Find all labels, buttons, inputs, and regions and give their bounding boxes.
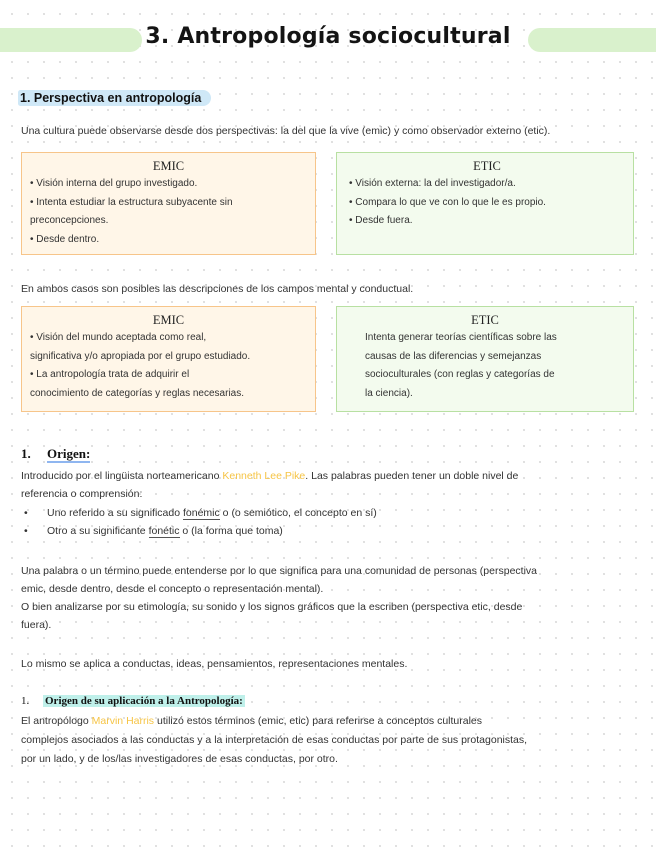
paragraph-2: Lo mismo se aplica a conductas, ideas, pensamientos, representaciones mentales. bbox=[21, 658, 408, 670]
etic-box-2-line: Intenta generar teorías científicas sobre las bbox=[365, 332, 557, 343]
origin-heading bbox=[21, 446, 90, 462]
origin-line-2: referencia o comprensión: bbox=[21, 488, 143, 500]
highlighted-name-harris: Marvin Harris bbox=[91, 715, 155, 727]
paragraph-1-line-3: O bien analizarse por su etimología, su sonido y los signos gráficos que la escriben (perspectiva etic, desde bbox=[21, 601, 523, 613]
etic-box-2-line: la ciencia). bbox=[365, 387, 413, 399]
etic-box-1-heading: ETIC bbox=[473, 159, 501, 173]
etic-box-1-list bbox=[349, 175, 625, 231]
term-fonetic: fonétic bbox=[148, 525, 180, 537]
application-line-2: complejos asociados a las conductas y a la interpretación de esas conductas por parte de sus protagonistas, bbox=[21, 734, 528, 746]
emic-box-1 bbox=[21, 152, 316, 255]
list-item: • Visión externa: la del investigador/a. bbox=[349, 178, 516, 189]
etic-box-2-line: causas de las diferencias y semejanzas bbox=[365, 350, 542, 362]
emic-box-2 bbox=[21, 306, 316, 412]
section-title: 1. Perspectiva en antropología bbox=[18, 90, 211, 106]
term-fonemic: fonémic bbox=[183, 507, 220, 519]
application-number: 1. bbox=[21, 695, 30, 707]
list-item: • Intenta estudiar la estructura subyacente sin bbox=[30, 196, 233, 208]
emic-box-2-line: significativa y/o apropiada por el grupo estudiado. bbox=[30, 350, 251, 362]
etic-box-2-line: socioculturales (con reglas y categorías de bbox=[365, 369, 555, 380]
origin-line-1: Introducido por el lingüista norteamericano Kenneth Lee Pike. Las palabras pueden tener un doble nivel de bbox=[21, 470, 519, 482]
highlighted-name-pike: Kenneth Lee Pike bbox=[222, 470, 306, 482]
list-item: • Compara lo que ve con lo que le es propio. bbox=[349, 196, 546, 208]
paragraph-1-line-4: fuera). bbox=[21, 619, 52, 631]
list-item: • Otro a su significante fonétic o (la forma que toma) bbox=[24, 525, 283, 537]
emic-box-2-line: • Visión del mundo aceptada como real, bbox=[30, 332, 207, 343]
emic-box-1-heading: EMIC bbox=[152, 159, 185, 173]
etic-box-1 bbox=[336, 152, 634, 255]
emic-box-2-line: conocimiento de categorías y reglas necesarias. bbox=[30, 387, 245, 399]
emic-box-2-line: • La antropología trata de adquirir el bbox=[30, 369, 190, 380]
middle-text: En ambos casos son posibles las descripciones de los campos mental y conductual. bbox=[21, 283, 414, 295]
emic-box-2-heading: EMIC bbox=[152, 313, 185, 327]
application-line-3: por un lado, y de los/las investigadores de esas conductas, por otro. bbox=[21, 753, 338, 765]
application-heading bbox=[21, 695, 245, 707]
etic-box-2-heading: ETIC bbox=[471, 313, 499, 327]
list-item: • Desde fuera. bbox=[349, 215, 413, 226]
list-item: • Visión interna del grupo investigado. bbox=[30, 178, 198, 189]
application-title: Origen de su aplicación a la Antropología: bbox=[45, 695, 243, 707]
etic-box-2 bbox=[336, 306, 634, 412]
list-item: • Desde dentro. bbox=[30, 233, 100, 245]
application-line-1: El antropólogo Marvin Harris utilizó estos términos (emic, etic) para referirse a conceptos culturales bbox=[21, 715, 483, 727]
paragraph-1-line-2: emic, desde dentro, desde el concepto o representación mental). bbox=[21, 583, 324, 595]
paragraph-1-line-1: Una palabra o un término puede entenderse por lo que significa para una comunidad de personas (perspectiva bbox=[21, 565, 538, 577]
emic-box-1-list bbox=[30, 175, 307, 249]
list-item: preconcepciones. bbox=[30, 215, 109, 226]
origin-bullet-list bbox=[21, 504, 639, 540]
origin-number: 1. bbox=[21, 446, 31, 461]
list-item: • Uno referido a su significado fonémic o (o semiótico, el concepto en sí) bbox=[24, 507, 377, 519]
page-title: 3. Antropología sociocultural bbox=[145, 24, 511, 49]
origin-title: Origen: bbox=[47, 446, 91, 461]
intro-text: Una cultura puede observarse desde dos perspectivas: la del que la vive (emic) y como observador externo (etic). bbox=[21, 125, 551, 137]
